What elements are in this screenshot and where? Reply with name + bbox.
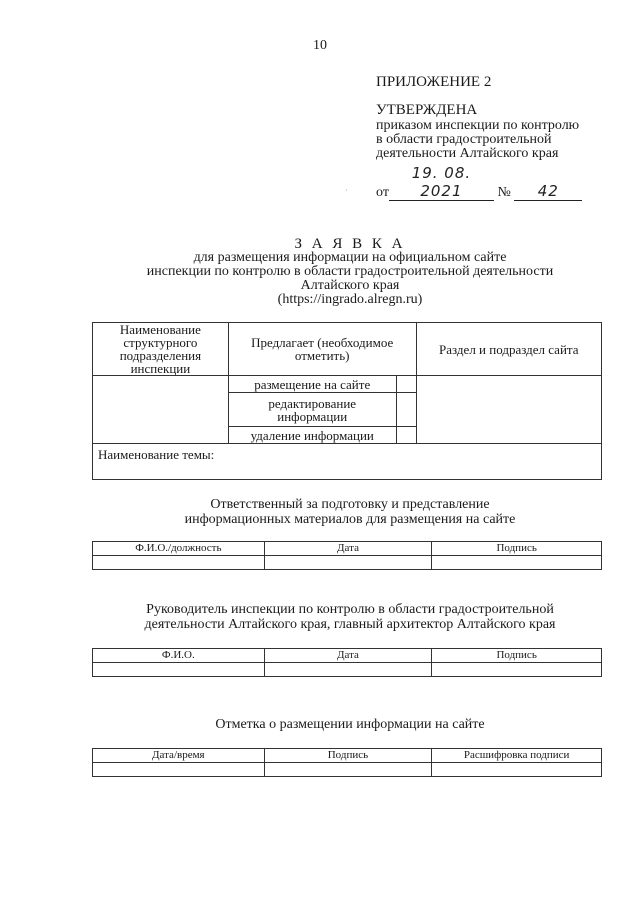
name-cell[interactable] (93, 663, 265, 677)
number-prefix: № (497, 185, 511, 200)
col-header-name-position: Ф.И.О./должность (93, 542, 265, 556)
subtitle-line: инспекции по контролю в области градостроительной деятельности (146, 264, 554, 279)
heading-line: информационных материалов для размещения на сайте (184, 512, 516, 527)
col-header-name: Ф.И.О. (93, 649, 265, 663)
document-subtitle (0, 251, 640, 307)
date-cell[interactable] (264, 663, 432, 677)
signature-cell[interactable] (432, 663, 602, 677)
approved-label: УТВЕРЖДЕНА (376, 102, 478, 118)
order-text (376, 119, 616, 161)
col-header-signature: Подпись (264, 749, 432, 763)
order-line: приказом инспекции по контролю (376, 118, 580, 133)
col-header-signature-decoding: Расшифровка подписи (432, 749, 602, 763)
datetime-cell[interactable] (93, 763, 265, 777)
request-table (92, 322, 602, 480)
option-checkbox[interactable] (396, 376, 416, 393)
order-line: в области градостроительной (376, 132, 552, 147)
order-date: 19. 08. 2021 (389, 164, 494, 201)
topic-cell[interactable] (93, 444, 602, 480)
signature-decoding-cell[interactable] (432, 763, 602, 777)
responsible-heading (0, 497, 640, 527)
col-header-department: Наименование структурного подразделения инспекции (93, 323, 229, 376)
option-label: удаление информации (228, 427, 396, 444)
signature-cell[interactable] (432, 556, 602, 570)
topic-label: Наименование темы: (98, 447, 215, 462)
option-checkbox[interactable] (396, 427, 416, 444)
col-header-proposes: Предлагает (необходимое отметить) (228, 323, 416, 376)
col-header-signature: Подпись (432, 649, 602, 663)
col-header-signature: Подпись (432, 542, 602, 556)
document-title: З А Я В К А (294, 236, 406, 252)
heading-line: Ответственный за подготовку и представление (210, 497, 490, 512)
heading-line: Руководитель инспекции по контролю в области градостроительной (146, 602, 554, 617)
subtitle-line: Алтайского края (300, 278, 400, 293)
head-table (92, 648, 602, 677)
responsible-table (92, 541, 602, 570)
col-header-datetime: Дата/время (93, 749, 265, 763)
option-label: редактирование информации (228, 393, 396, 427)
page-number: 10 (313, 38, 327, 53)
option-label: размещение на сайте (228, 376, 396, 393)
order-number: 42 (514, 182, 582, 201)
subtitle-line: для размещения информации на официальном сайте (193, 250, 507, 265)
appendix-label: ПРИЛОЖЕНИЕ 2 (376, 74, 492, 90)
order-line: деятельности Алтайского края (376, 146, 559, 161)
col-header-date: Дата (264, 542, 432, 556)
placement-table (92, 748, 602, 777)
date-prefix: от (376, 185, 389, 200)
name-position-cell[interactable] (93, 556, 265, 570)
subtitle-line: (https://ingrado.alregn.ru) (277, 292, 423, 307)
department-cell[interactable] (93, 376, 229, 444)
placement-heading: Отметка о размещении информации на сайте (215, 717, 485, 732)
site-section-cell[interactable] (416, 376, 601, 444)
head-heading (0, 602, 640, 632)
col-header-date: Дата (264, 649, 432, 663)
signature-cell[interactable] (264, 763, 432, 777)
heading-line: деятельности Алтайского края, главный архитектор Алтайского края (144, 617, 556, 632)
col-header-site-section: Раздел и подраздел сайта (416, 323, 601, 376)
option-checkbox[interactable] (396, 393, 416, 427)
order-date-line (376, 164, 582, 201)
tick-mark: · (345, 186, 348, 195)
date-cell[interactable] (264, 556, 432, 570)
